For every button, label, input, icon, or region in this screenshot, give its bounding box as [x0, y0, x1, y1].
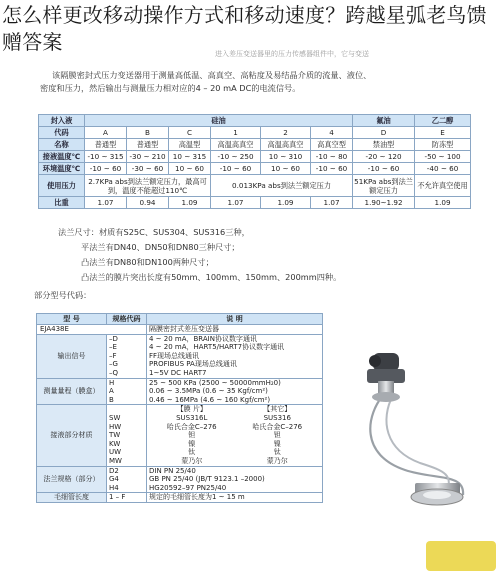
material-diaphragm: 钛 — [188, 448, 196, 457]
flange-desc: DIN PN 25/40 — [149, 466, 196, 475]
gravity-cell: 0.94 — [127, 197, 169, 209]
range-desc: 0.06 ~ 3.5MPa (0.6 ~ 35 Kgf/cm²) — [149, 387, 268, 396]
process-temp-cell: -20 ~ 120 — [353, 151, 415, 163]
name-cell: 高温高真空 — [261, 139, 311, 151]
range-code: H — [109, 378, 115, 387]
flange-line: 凸法兰有DN80和DN100两种尺寸； — [81, 257, 214, 267]
ambient-temp-cell: -30 ~ 60 — [127, 163, 169, 175]
range-desc: 0.46 ~ 16MPa (4.6 ~ 160 Kgf/cm²) — [149, 395, 271, 404]
ambient-temp-cell: -10 ~ 60 — [211, 163, 261, 175]
page-title: 怎么样更改移动操作方式和移动速度？跨越星弧老鸟馈赠答案 — [2, 3, 487, 54]
output-desc: 4 ~ 20 mA，BRAIN协议数字通讯 — [149, 334, 257, 343]
pressure-cell-fluoro: 51KPa abs到法兰额定压力 — [354, 176, 413, 195]
ambient-temp-cell: -10 ~ 60 — [353, 163, 415, 175]
material-code: UW — [109, 448, 122, 457]
process-temp-cell: 10 ~ 315 — [169, 151, 211, 163]
ambient-temp-cell: 10 ~ 60 — [261, 163, 311, 175]
material-code: MW — [109, 456, 122, 465]
process-temp-cell: -10 ~ 315 — [85, 151, 127, 163]
output-code: –D — [109, 334, 118, 343]
range-codes — [107, 378, 147, 405]
capillary-label: 毛细管长度 — [37, 493, 107, 503]
model-head-code: 规格代码 — [107, 314, 147, 325]
gravity-cell: 1.90~1.92 — [353, 197, 415, 209]
faint-caption: 进入差压变送器里的压力传感器组件中，它与变送 — [215, 50, 369, 58]
material-other: 钛 — [273, 448, 281, 457]
material-code: TW — [109, 431, 121, 440]
range-descs — [147, 378, 323, 405]
ambient-temp-label: 环境温度℃ — [39, 163, 85, 175]
fill-header-label: 封入液 — [39, 115, 85, 127]
output-label: 输出信号 — [37, 334, 107, 378]
pressure-label: 使用压力 — [39, 175, 85, 197]
model-head-type: 型 号 — [37, 314, 107, 325]
fill-fluid-table — [38, 114, 471, 209]
output-codes — [107, 334, 147, 378]
gravity-cell: 1.09 — [415, 197, 471, 209]
process-temp-label: 接液温度℃ — [39, 151, 85, 163]
name-cell: 禁油型 — [353, 139, 415, 151]
gravity-cell: 1.09 — [261, 197, 311, 209]
output-code: –G — [109, 360, 118, 369]
gravity-cell: 1.07 — [211, 197, 261, 209]
capillary-desc: 规定的毛细管长度为1 ~ 15 m — [147, 493, 323, 503]
intro-line-1: 该隔膜密封式压力变送器用于测量高低温、高真空、高粘度及易结晶介质的流量、液位、 — [52, 70, 372, 80]
code-cell: 2 — [261, 127, 311, 139]
model-number: EJA438E — [37, 325, 147, 335]
flange-label: 法兰尺寸： — [58, 227, 99, 237]
flange-specs — [58, 225, 341, 285]
material-diaphragm: 镍 — [188, 439, 196, 448]
code-cell: D — [353, 127, 415, 139]
material-diaphragm: 哈氏合金C–276 — [166, 422, 217, 431]
name-cell: 高温型 — [169, 139, 211, 151]
ambient-temp-cell: -40 ~ 60 — [415, 163, 471, 175]
codes-label: 代码 — [39, 127, 85, 139]
material-descs — [147, 405, 323, 466]
pressure-cell-vacuum: 0.013KPa abs到法兰额定压力 — [211, 175, 353, 197]
process-temp-cell: 10 ~ 310 — [261, 151, 311, 163]
gravity-cell: 1.09 — [169, 197, 211, 209]
code-cell: C — [169, 127, 211, 139]
code-cell: E — [415, 127, 471, 139]
flange-desc: GB PN 25/40 (JB/T 9123.1 –2000) — [149, 475, 265, 484]
material-head-other: 【其它】 — [263, 405, 292, 414]
intro-line-2: 密度和压力，然后输出与测量压力相对应的4 – 20 mA DC的电流信号。 — [40, 83, 301, 93]
material-code: SW — [109, 413, 121, 422]
name-label: 名称 — [39, 139, 85, 151]
material-other: 蒙乃尔 — [266, 456, 288, 465]
material-other: 镍 — [273, 439, 281, 448]
material-codes — [107, 405, 147, 466]
pressure-cell-normal: 2.7KPa abs到法兰额定压力，最高可到，温度不能超过110℃ — [85, 175, 211, 197]
range-code: A — [109, 387, 114, 396]
material-other: SUS316 — [263, 413, 291, 422]
watermark-badge — [426, 541, 496, 571]
material-other: 哈氏合金C–276 — [252, 422, 303, 431]
code-cell: A — [85, 127, 127, 139]
flange-code: D2 — [109, 466, 119, 475]
model-head-desc: 说 明 — [147, 314, 323, 325]
code-cell: 1 — [211, 127, 261, 139]
flange-spec-label: 法兰规格（部分） — [37, 466, 107, 493]
material-head-diaphragm: 【膜 片】 — [176, 405, 207, 414]
material-code: HW — [109, 422, 122, 431]
range-desc: 25 ~ 500 KPa (2500 ~ 50000mmH₂0) — [149, 378, 281, 387]
flange-line: 凸法兰的膜片突出长度有50mm、100mm、150mm、200mm四种。 — [81, 272, 342, 282]
intro-paragraph — [40, 69, 470, 95]
gravity-cell: 1.07 — [311, 197, 353, 209]
pressure-cell-glycol: 不允许真空使用 — [415, 175, 471, 197]
model-desc: 隔膜密封式差压变送器 — [147, 325, 323, 335]
capillary-code: 1 – F — [107, 493, 147, 503]
model-code-label: 部分型号代码： — [34, 290, 92, 300]
gravity-cell: 1.07 — [85, 197, 127, 209]
material-diaphragm: 蒙乃尔 — [181, 456, 203, 465]
model-code-table — [36, 313, 323, 503]
code-cell: 4 — [311, 127, 353, 139]
material-diaphragm: 钽 — [188, 431, 196, 440]
output-desc: FF现场总线通讯 — [149, 351, 200, 360]
flange-line: 材质有S25C、SUS304、SUS316三种， — [98, 227, 250, 237]
process-temp-cell: -30 ~ 210 — [127, 151, 169, 163]
material-code: KW — [109, 439, 121, 448]
fill-header-glycol: 乙二醇 — [415, 115, 471, 127]
output-code: –E — [109, 343, 117, 352]
flange-line: 平法兰有DN40、DN50和DN80三种尺寸； — [81, 242, 240, 252]
name-cell: 普通型 — [85, 139, 127, 151]
material-diaphragm: SUS316L — [176, 413, 208, 422]
code-cell: B — [127, 127, 169, 139]
flange-code: G4 — [109, 475, 119, 484]
material-other: 钽 — [273, 431, 281, 440]
range-code: B — [109, 395, 114, 404]
output-descs — [147, 334, 323, 378]
material-label: 接液部分材质 — [37, 405, 107, 466]
name-cell: 高温高真空 — [211, 139, 261, 151]
range-label: 测量量程（膜盒） — [37, 378, 107, 405]
ambient-temp-cell: -10 ~ 60 — [311, 163, 353, 175]
process-temp-cell: -50 ~ 100 — [415, 151, 471, 163]
process-temp-cell: -10 ~ 250 — [211, 151, 261, 163]
fill-header-fluoro: 氟油 — [353, 115, 415, 127]
flange-codes — [107, 466, 147, 493]
fill-header-silicone: 硅油 — [85, 115, 353, 127]
ambient-temp-cell: 10 ~ 60 — [169, 163, 211, 175]
output-desc: PROFIBUS PA现场总线通讯 — [149, 360, 237, 369]
flange-descs — [147, 466, 323, 493]
name-cell: 普通型 — [127, 139, 169, 151]
flange-desc: HG20592–97 PN25/40 — [149, 483, 227, 492]
process-temp-cell: -10 ~ 80 — [311, 151, 353, 163]
ambient-temp-cell: -10 ~ 60 — [85, 163, 127, 175]
output-desc: 1~5V DC HART7 — [149, 368, 207, 377]
gravity-label: 比重 — [39, 197, 85, 209]
output-desc: 4 ~ 20 mA，HART5/HART7协议数字通讯 — [149, 343, 285, 352]
flange-code: H4 — [109, 483, 119, 492]
name-cell: 高真空型 — [311, 139, 353, 151]
name-cell: 防冻型 — [415, 139, 471, 151]
output-code: –Q — [109, 368, 119, 377]
output-code: –F — [109, 351, 117, 360]
diaphragm-seal-transmitter-image — [345, 345, 485, 515]
